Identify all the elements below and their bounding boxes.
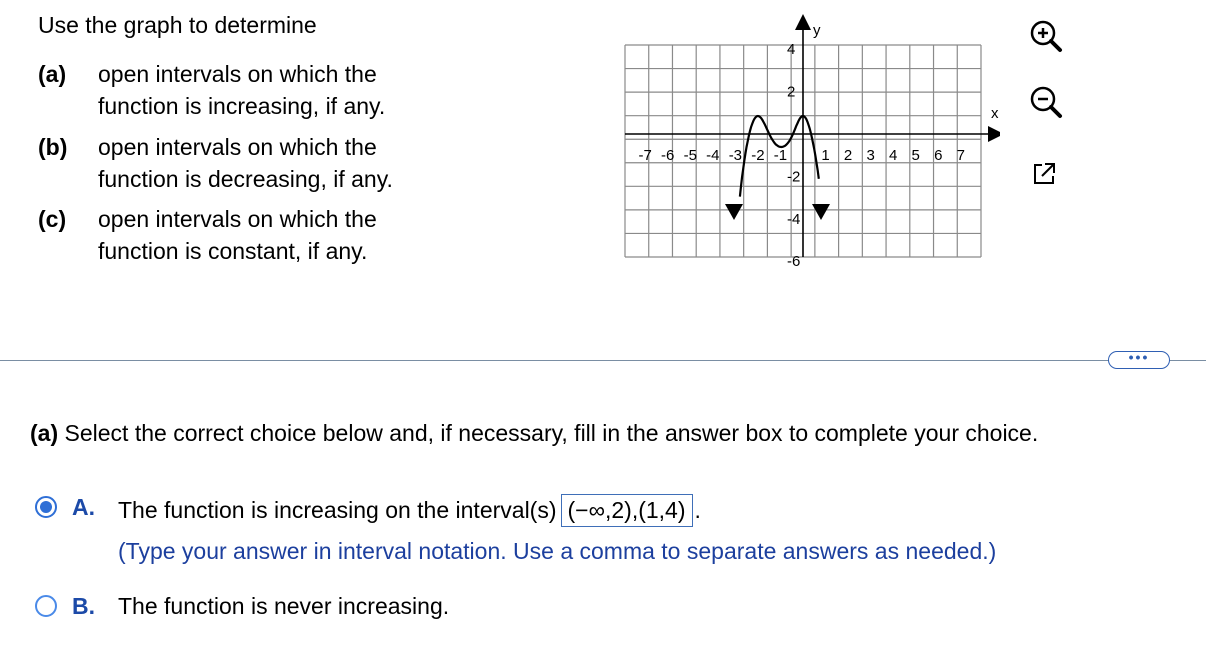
y-tick-label: 2 bbox=[787, 83, 796, 101]
part-text-line1: open intervals on which the bbox=[98, 206, 377, 232]
x-tick-label: 3 bbox=[866, 147, 875, 164]
choice-a-text-after: . bbox=[694, 497, 701, 523]
choice-b-text: The function is never increasing. bbox=[118, 593, 450, 619]
zoom-out-button[interactable] bbox=[1024, 80, 1068, 124]
choice-a-text bbox=[118, 494, 701, 527]
part-label: (b) bbox=[38, 134, 68, 160]
x-tick-label: -4 bbox=[706, 147, 720, 164]
more-options-label: ••• bbox=[1128, 349, 1150, 365]
function-curve bbox=[725, 116, 830, 220]
curve-end-arrow bbox=[725, 204, 743, 220]
x-axis-label: x bbox=[991, 105, 999, 122]
x-tick-label: -3 bbox=[728, 147, 743, 164]
x-tick-label: -6 bbox=[661, 147, 675, 164]
y-tick-label: 4 bbox=[787, 41, 796, 59]
section-divider bbox=[0, 360, 1112, 361]
choice-a-letter: A. bbox=[72, 494, 95, 520]
graph-tick-labels bbox=[639, 41, 965, 270]
answer-instruction bbox=[30, 420, 1038, 447]
y-axis-label: y bbox=[813, 22, 821, 39]
y-tick-label: -2 bbox=[787, 168, 801, 186]
more-options-button[interactable] bbox=[1108, 351, 1170, 369]
zoom-out-icon bbox=[1028, 84, 1064, 120]
instruction-part-label: (a) bbox=[30, 420, 59, 446]
external-link-icon bbox=[1031, 161, 1057, 187]
x-tick-label: 2 bbox=[843, 147, 853, 164]
question-intro: Use the graph to determine bbox=[38, 12, 317, 38]
choice-b-letter: B. bbox=[72, 593, 95, 619]
y-tick-label: -4 bbox=[787, 210, 801, 228]
part-text-line2: function is increasing, if any. bbox=[98, 93, 386, 119]
x-tick-label: 6 bbox=[934, 147, 943, 164]
popout-button[interactable] bbox=[1022, 152, 1066, 196]
zoom-in-button[interactable] bbox=[1024, 14, 1068, 58]
part-text-line1: open intervals on which the bbox=[98, 61, 377, 87]
choice-b-radio[interactable] bbox=[35, 595, 57, 617]
part-text-line2: function is constant, if any. bbox=[98, 238, 368, 264]
instruction-text: Select the correct choice below and, if necessary, fill in the answer box to complete your choice. bbox=[64, 420, 1039, 446]
x-tick-label: 5 bbox=[911, 147, 920, 164]
part-label: (a) bbox=[38, 61, 67, 87]
x-tick-label: 7 bbox=[956, 147, 965, 164]
zoom-in-icon bbox=[1028, 18, 1064, 54]
x-tick-label: -7 bbox=[638, 147, 652, 164]
part-text-line2: function is decreasing, if any. bbox=[98, 166, 393, 192]
x-tick-label: -2 bbox=[751, 147, 765, 164]
x-tick-label: -5 bbox=[683, 147, 697, 164]
x-tick-label: -1 bbox=[773, 147, 788, 164]
choice-a-radio[interactable] bbox=[35, 496, 57, 518]
choice-a-text-before: The function is increasing on the interval(s) bbox=[118, 497, 557, 523]
answer-input-box[interactable]: (−∞,2),(1,4) bbox=[561, 494, 693, 527]
y-tick-label: -6 bbox=[787, 253, 801, 271]
x-tick-label: 1 bbox=[821, 147, 830, 164]
part-text-line1: open intervals on which the bbox=[98, 134, 377, 160]
x-tick-label: 4 bbox=[889, 147, 898, 164]
part-label: (c) bbox=[38, 206, 67, 232]
section-divider-right bbox=[1168, 360, 1206, 361]
answer-format-hint: (Type your answer in interval notation. Use a comma to separate answers as needed.) bbox=[118, 538, 997, 564]
function-graph bbox=[600, 0, 1000, 280]
